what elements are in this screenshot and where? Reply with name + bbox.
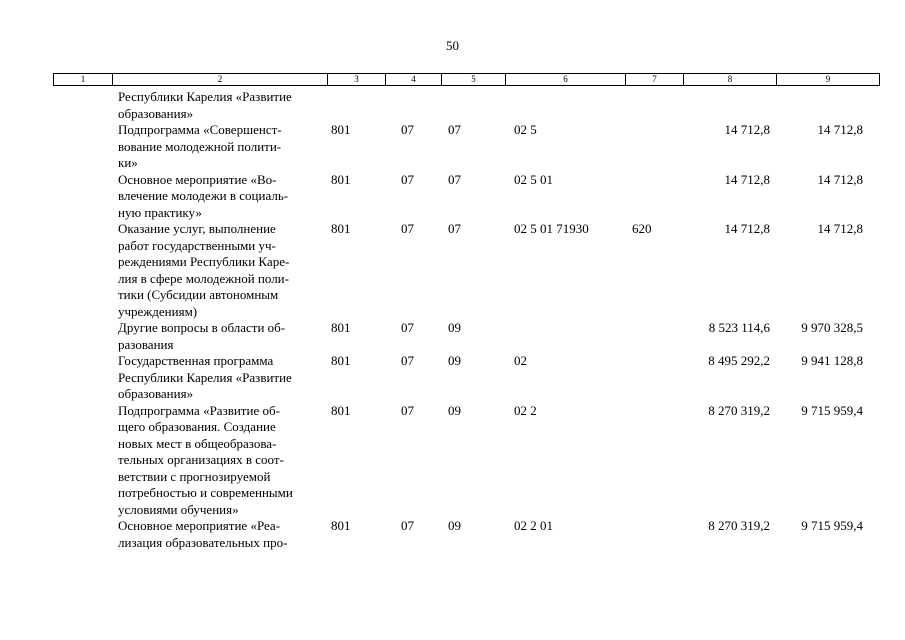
table-row xyxy=(53,122,880,172)
header-col-4: 4 xyxy=(385,74,441,85)
row-ministry-code: 801 xyxy=(331,353,351,368)
table-row xyxy=(53,89,880,122)
row-col-1 xyxy=(53,172,111,222)
row-name-line: Государственная программа xyxy=(118,353,274,368)
row-expense-type xyxy=(624,353,682,403)
row-subsection: 09 xyxy=(448,518,461,533)
header-col-5: 5 xyxy=(441,74,505,85)
row-col-1 xyxy=(53,353,111,403)
row-ministry-code: 801 xyxy=(331,171,351,187)
row-subsection: 09 xyxy=(448,353,461,368)
row-col-1 xyxy=(53,320,111,353)
row-section: 07 xyxy=(401,353,414,368)
table-row xyxy=(53,353,880,403)
row-name-line: тельных организациях в соот- xyxy=(118,452,284,467)
row-expense-type xyxy=(624,172,682,222)
row-amount-year-1: 14 712,8 xyxy=(724,221,770,236)
row-amount-year-1: 8 523 114,6 xyxy=(708,320,770,335)
row-col-1 xyxy=(53,122,111,172)
row-subsection: 07 xyxy=(448,122,461,137)
row-amount-year-1: 8 495 292,2 xyxy=(708,353,770,368)
row-name-line: Республики Карелия «Развитие xyxy=(118,89,292,104)
row-target-article: 02 2 01 xyxy=(514,518,553,533)
row-target-article: 02 5 01 xyxy=(514,171,553,187)
row-subsection: 09 xyxy=(448,402,461,418)
row-name xyxy=(111,89,326,122)
row-name-line: ки» xyxy=(118,155,138,170)
row-amount-year-1 xyxy=(682,89,775,122)
row-subsection: 09 xyxy=(448,320,461,335)
row-name-line: Подпрограмма «Совершенст- xyxy=(118,122,282,137)
row-ministry-code: 801 xyxy=(331,221,351,236)
row-name-line: Другие вопросы в области об- xyxy=(118,320,286,335)
row-name-line: образования» xyxy=(118,105,194,121)
row-name-line: Основное мероприятие «Реа- xyxy=(118,518,281,533)
row-amount-year-2: 14 712,8 xyxy=(817,221,863,236)
row-section: 07 xyxy=(401,122,414,137)
row-name xyxy=(111,403,326,519)
row-subsection: 07 xyxy=(448,171,461,187)
row-amount-year-1: 8 270 319,2 xyxy=(708,402,770,418)
row-target-article: 02 5 01 71930 xyxy=(514,221,589,236)
row-name-line: Оказание услуг, выполнение xyxy=(118,221,276,236)
row-amount-year-1: 14 712,8 xyxy=(724,122,770,137)
row-name-line: ную практику» xyxy=(118,204,202,220)
table-body xyxy=(53,89,880,551)
row-amount-year-2 xyxy=(775,89,880,122)
row-expense-type xyxy=(624,320,682,353)
row-ministry-code: 801 xyxy=(331,122,351,137)
row-section xyxy=(384,89,440,122)
row-expense-type xyxy=(624,403,682,519)
row-subsection: 07 xyxy=(448,221,461,236)
row-amount-year-2: 9 715 959,4 xyxy=(801,518,863,533)
row-name-line: учреждениям) xyxy=(118,303,198,319)
row-amount-year-1: 8 270 319,2 xyxy=(708,518,770,533)
row-amount-year-2: 14 712,8 xyxy=(817,171,863,187)
page-number: 50 xyxy=(446,38,459,53)
row-expense-type xyxy=(624,89,682,122)
row-subsection xyxy=(440,89,504,122)
row-name xyxy=(111,518,326,551)
row-col-1 xyxy=(53,403,111,519)
row-ministry-code: 801 xyxy=(331,402,351,418)
row-name-line: Подпрограмма «Развитие об- xyxy=(118,402,280,418)
row-target-article xyxy=(504,320,624,353)
row-expense-type xyxy=(624,122,682,172)
row-section: 07 xyxy=(401,320,414,335)
header-col-2: 2 xyxy=(112,74,327,85)
row-name-line: разования xyxy=(118,336,174,352)
table-row xyxy=(53,172,880,222)
header-col-1: 1 xyxy=(80,74,86,84)
row-name-line: тики (Субсидии автономным xyxy=(118,287,279,302)
row-name-line: влечение молодежи в социаль- xyxy=(118,188,289,203)
row-col-1 xyxy=(53,89,111,122)
row-expense-type: 620 xyxy=(632,221,652,236)
table-header xyxy=(53,73,880,86)
row-name-line: условиями обучения» xyxy=(118,501,239,517)
row-name xyxy=(111,320,326,353)
row-target-article: 02 xyxy=(514,353,527,368)
row-target-article: 02 5 xyxy=(514,122,537,137)
row-section: 07 xyxy=(401,518,414,533)
row-section: 07 xyxy=(401,221,414,236)
row-col-1 xyxy=(53,221,111,320)
row-ministry-code xyxy=(326,89,384,122)
row-name-line: потребностью и современными xyxy=(118,485,293,500)
row-name-line: Основное мероприятие «Во- xyxy=(118,171,277,187)
header-col-8: 8 xyxy=(683,74,776,85)
row-amount-year-2: 14 712,8 xyxy=(817,122,863,137)
row-name-line: новых мест в общеобразова- xyxy=(118,435,277,451)
table-row xyxy=(53,518,880,551)
row-name-line: образования» xyxy=(118,386,194,401)
header-col-7: 7 xyxy=(625,74,683,85)
row-name-line: лия в сфере молодежной поли- xyxy=(118,270,289,286)
row-amount-year-2: 9 715 959,4 xyxy=(801,402,863,418)
row-name-line: ветствии с прогнозируемой xyxy=(118,468,271,484)
row-name xyxy=(111,353,326,403)
table-row xyxy=(53,403,880,519)
row-name-line: лизация образовательных про- xyxy=(118,534,288,550)
row-name-line: вование молодежной полити- xyxy=(118,138,282,154)
row-name-line: реждениями Республики Каре- xyxy=(118,254,290,269)
row-name xyxy=(111,122,326,172)
row-ministry-code: 801 xyxy=(331,320,351,335)
row-name-line: щего образования. Создание xyxy=(118,419,276,434)
row-name-line: работ государственными уч- xyxy=(118,237,276,253)
row-col-1 xyxy=(53,518,111,551)
row-target-article xyxy=(504,89,624,122)
row-target-article: 02 2 xyxy=(514,402,537,418)
row-name xyxy=(111,221,326,320)
row-expense-type xyxy=(624,518,682,551)
row-name-line: Республики Карелия «Развитие xyxy=(118,369,292,385)
row-amount-year-1: 14 712,8 xyxy=(724,171,770,187)
row-amount-year-2: 9 941 128,8 xyxy=(801,353,863,368)
row-ministry-code: 801 xyxy=(331,518,351,533)
table-row xyxy=(53,320,880,353)
header-col-9: 9 xyxy=(776,74,879,85)
row-section: 07 xyxy=(401,402,414,418)
row-section: 07 xyxy=(401,171,414,187)
row-name xyxy=(111,172,326,222)
header-col-6: 6 xyxy=(505,74,625,85)
row-amount-year-2: 9 970 328,5 xyxy=(801,320,863,335)
header-col-3: 3 xyxy=(327,74,385,85)
table-row xyxy=(53,221,880,320)
